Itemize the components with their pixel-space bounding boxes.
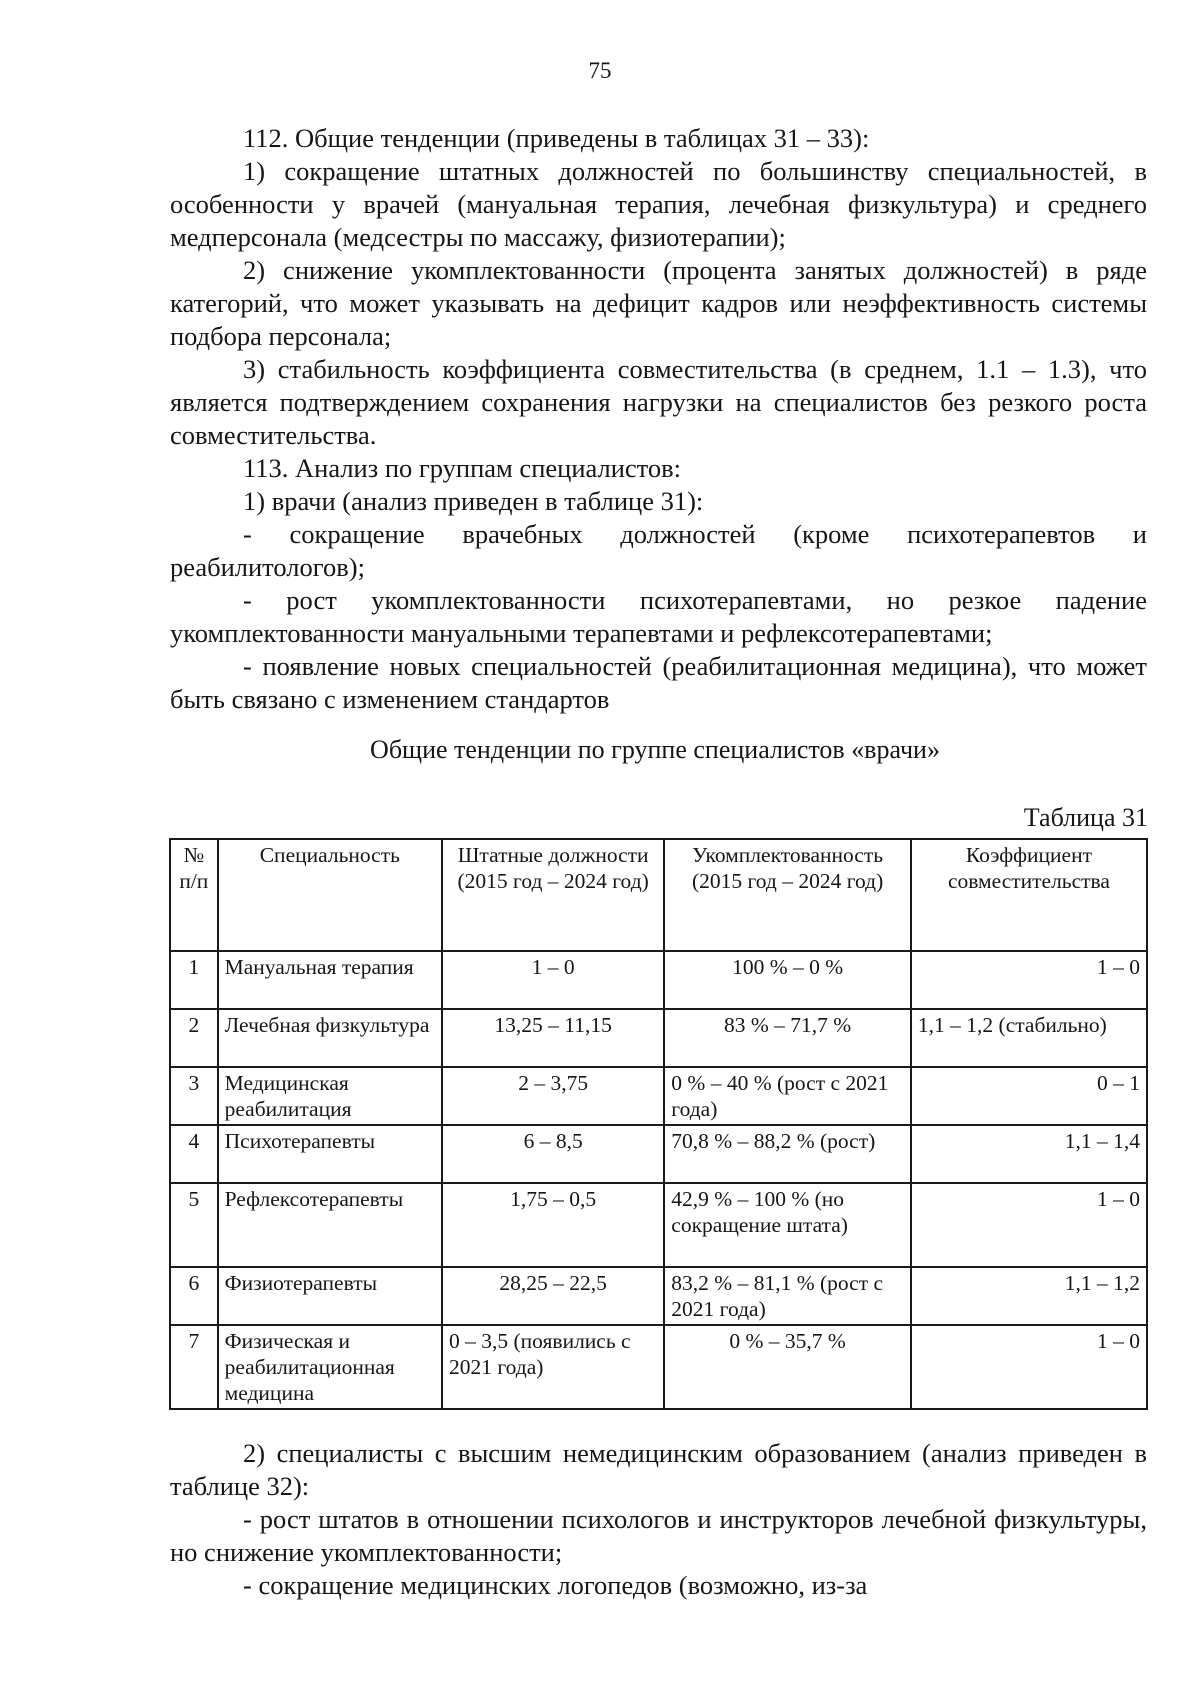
paragraph-113: 113. Анализ по группам специалистов:	[243, 453, 682, 483]
dash-item-1: - сокращение врачебных должностей (кроме психотерапевтов и реабилитологов);	[170, 519, 1147, 582]
specialists-table	[169, 838, 1148, 1410]
cell-completeness: 100 % – 0 %	[664, 951, 911, 1009]
header-staff: Штатные должности (2015 год – 2024 год)	[442, 839, 664, 951]
dash-item-2: - рост укомплектованности психотерапевтами, но резкое падение укомплектованности мануальными терапевтами и рефлексотерапевтами;	[170, 585, 1147, 648]
cell-completeness: 42,9 % – 100 % (но сокращение штата)	[664, 1183, 911, 1267]
header-completeness: Укомплектованность (2015 год – 2024 год)	[664, 839, 911, 951]
cell-no: 6	[170, 1267, 218, 1325]
header-coefficient: Коэффициент совместительства	[911, 839, 1147, 951]
table-row	[170, 1183, 1147, 1267]
table-row	[170, 1325, 1147, 1409]
cell-coefficient: 0 – 1	[911, 1067, 1147, 1125]
cell-completeness: 0 % – 40 % (рост с 2021 года)	[664, 1067, 911, 1125]
header-specialty: Специальность	[218, 839, 442, 951]
paragraph-112: 112. Общие тенденции (приведены в таблицах 31 – 33):	[243, 123, 870, 153]
dash-item-4: - рост штатов в отношении психологов и инструкторов лечебной физкультуры, но снижение укомплектованности;	[170, 1504, 1147, 1567]
cell-staff: 13,25 – 11,15	[442, 1009, 664, 1067]
cell-completeness: 83,2 % – 81,1 % (рост с 2021 года)	[664, 1267, 911, 1325]
dash-item-5: - сокращение медицинских логопедов (возможно, из-за	[243, 1570, 868, 1600]
cell-staff: 1 – 0	[442, 951, 664, 1009]
cell-no: 4	[170, 1125, 218, 1183]
cell-coefficient: 1 – 0	[911, 1183, 1147, 1267]
cell-coefficient: 1,1 – 1,4	[911, 1125, 1147, 1183]
cell-specialty: Психотерапевты	[218, 1125, 442, 1183]
cell-staff: 1,75 – 0,5	[442, 1183, 664, 1267]
cell-specialty: Физическая и реабилитационная медицина	[218, 1325, 442, 1409]
table-row	[170, 1009, 1147, 1067]
list-item-2: 2) снижение укомплектованности (процента занятых должностей) в ряде категорий, что может указывать на дефицит кадров или неэффективность системы подбора персонала;	[170, 255, 1147, 351]
table-row	[170, 1267, 1147, 1325]
cell-no: 5	[170, 1183, 218, 1267]
intro-section	[170, 122, 1147, 716]
cell-specialty: Лечебная физкультура	[218, 1009, 442, 1067]
table-row	[170, 1125, 1147, 1183]
cell-specialty: Рефлексотерапевты	[218, 1183, 442, 1267]
cell-completeness: 70,8 % – 88,2 % (рост)	[664, 1125, 911, 1183]
subsection-non-medical: 2) специалисты с высшим немедицинским образованием (анализ приведен в таблице 32):	[170, 1438, 1147, 1501]
page-number: 75	[588, 58, 612, 83]
cell-staff: 6 – 8,5	[442, 1125, 664, 1183]
list-item-3: 3) стабильность коэффициента совместительства (в среднем, 1.1 – 1.3), что является подтверждением сохранения нагрузки на специалистов без резкого роста совместительства.	[170, 354, 1147, 450]
cell-coefficient: 1 – 0	[911, 1325, 1147, 1409]
header-no: № п/п	[170, 839, 218, 951]
cell-coefficient: 1,1 – 1,2	[911, 1267, 1147, 1325]
dash-item-3: - появление новых специальностей (реабилитационная медицина), что может быть связано с изменением стандартов	[170, 651, 1147, 714]
list-item-1: 1) сокращение штатных должностей по большинству специальностей, в особенности у врачей (мануальная терапия, лечебная физкультура) и среднего медперсонала (медсестры по массажу, физиотерапии);	[170, 156, 1147, 252]
cell-completeness: 83 % – 71,7 %	[664, 1009, 911, 1067]
cell-no: 3	[170, 1067, 218, 1125]
table-row	[170, 951, 1147, 1009]
cell-coefficient: 1 – 0	[911, 951, 1147, 1009]
table-header-row	[170, 839, 1147, 951]
cell-specialty: Медицинская реабилитация	[218, 1067, 442, 1125]
cell-staff: 28,25 – 22,5	[442, 1267, 664, 1325]
cell-no: 7	[170, 1325, 218, 1409]
cell-no: 1	[170, 951, 218, 1009]
cell-completeness: 0 % – 35,7 %	[664, 1325, 911, 1409]
cell-specialty: Мануальная терапия	[218, 951, 442, 1009]
cell-no: 2	[170, 1009, 218, 1067]
cell-specialty: Физиотерапевты	[218, 1267, 442, 1325]
cell-staff: 0 – 3,5 (появились с 2021 года)	[442, 1325, 664, 1409]
subsection-doctors: 1) врачи (анализ приведен в таблице 31):	[243, 486, 704, 516]
after-table-section	[170, 1437, 1147, 1602]
cell-staff: 2 – 3,75	[442, 1067, 664, 1125]
table-caption: Общие тенденции по группе специалистов «врачи»	[370, 735, 940, 764]
cell-coefficient: 1,1 – 1,2 (стабильно)	[911, 1009, 1147, 1067]
table-row	[170, 1067, 1147, 1125]
table-label: Таблица 31	[1023, 803, 1148, 832]
